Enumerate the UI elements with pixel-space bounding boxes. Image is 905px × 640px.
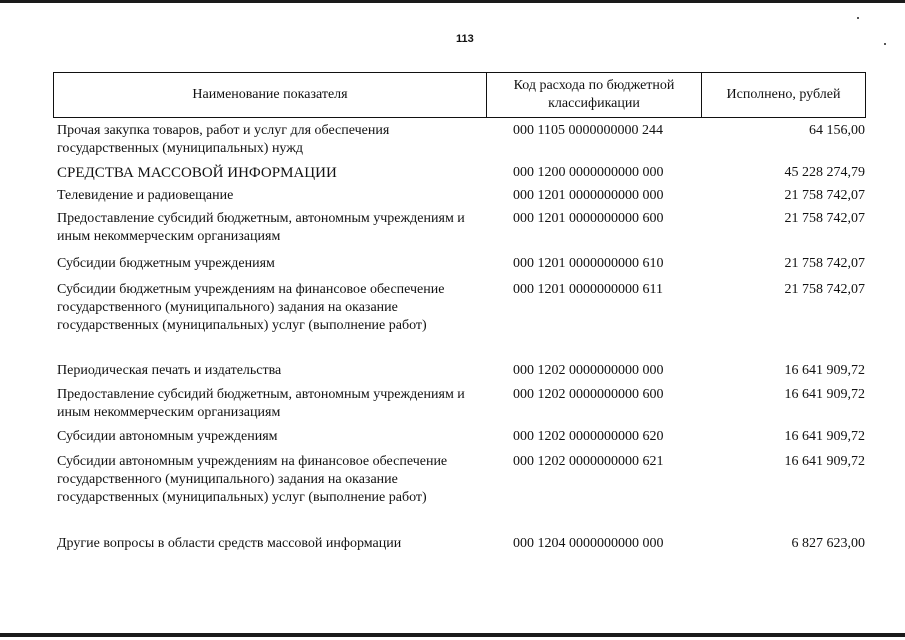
row-name: Субсидии бюджетным учреждениям bbox=[57, 256, 275, 271]
row-code: 000 1201 0000000000 611 bbox=[513, 282, 663, 297]
header-code-cell: Код расхода по бюджетной классификации bbox=[487, 73, 702, 117]
row-code: 000 1202 0000000000 620 bbox=[513, 429, 664, 444]
row-name: Субсидии бюджетным учреждениям на финансовое обеспечение государственного (муниципального) задания на оказание государственных (муниципальных) услуг (выполнение работ) bbox=[57, 282, 445, 333]
row-amount: 64 156,00 bbox=[809, 123, 865, 138]
page-number: 113 bbox=[456, 33, 474, 45]
header-amount-cell: Исполнено, рублей bbox=[726, 87, 841, 102]
row-code: 000 1201 0000000000 610 bbox=[513, 256, 664, 271]
row-name: Субсидии автономным учреждениям на финансовое обеспечение государственного (муниципального) задания на оказание государственных (муниципальных) услуг (выполнение работ) bbox=[57, 454, 448, 505]
row-name: СРЕДСТВА МАССОВОЙ ИНФОРМАЦИИ bbox=[57, 165, 337, 181]
row-amount: 16 641 909,72 bbox=[784, 363, 865, 378]
row-amount: 21 758 742,07 bbox=[784, 188, 865, 203]
row-code: 000 1201 0000000000 000 bbox=[513, 188, 664, 203]
row-amount: 21 758 742,07 bbox=[784, 282, 865, 297]
row-name: Телевидение и радиовещание bbox=[57, 188, 234, 203]
header-name-cell: Наименование показателя bbox=[54, 73, 487, 117]
row-code: 000 1202 0000000000 600 bbox=[513, 387, 664, 402]
row-amount: 16 641 909,72 bbox=[784, 387, 865, 402]
row-amount: 16 641 909,72 bbox=[784, 429, 865, 444]
row-code: 000 1200 0000000000 000 bbox=[513, 165, 664, 180]
row-name: Предоставление субсидий бюджетным, автономным учреждениям и иным некоммерческим организациям bbox=[57, 211, 465, 244]
bottom-border bbox=[0, 633, 905, 637]
row-name: Периодическая печать и издательства bbox=[57, 363, 282, 378]
row-name: Предоставление субсидий бюджетным, автономным учреждениям и иным некоммерческим организациям bbox=[57, 387, 465, 420]
row-amount: 21 758 742,07 bbox=[784, 211, 865, 226]
row-code: 000 1202 0000000000 621 bbox=[513, 454, 664, 469]
row-name: Субсидии автономным учреждениям bbox=[57, 429, 278, 444]
row-amount: 21 758 742,07 bbox=[784, 256, 865, 271]
row-amount: 45 228 274,79 bbox=[784, 165, 865, 180]
row-name: Прочая закупка товаров, работ и услуг для обеспечения государственных (муниципальных) нужд bbox=[57, 123, 390, 156]
row-amount: 6 827 623,00 bbox=[791, 536, 865, 551]
row-name: Другие вопросы в области средств массовой информации bbox=[57, 536, 402, 551]
row-code: 000 1202 0000000000 000 bbox=[513, 363, 664, 378]
row-code: 000 1204 0000000000 000 bbox=[513, 536, 664, 551]
row-amount: 16 641 909,72 bbox=[784, 454, 865, 469]
row-code: 000 1105 0000000000 244 bbox=[513, 123, 663, 138]
row-code: 000 1201 0000000000 600 bbox=[513, 211, 664, 226]
